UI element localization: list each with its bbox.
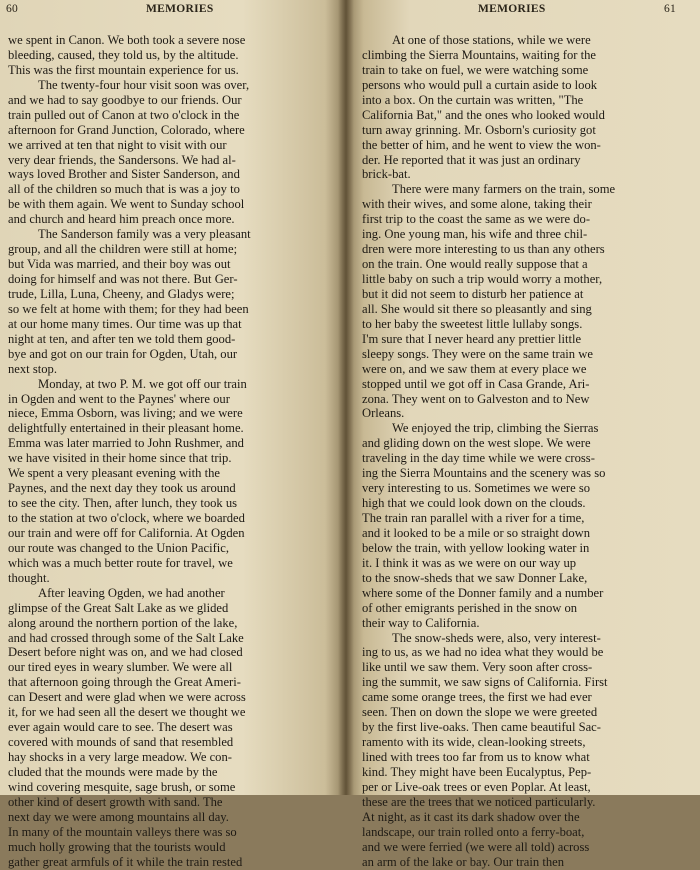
text-line: ing. One young man, his wife and three chil- xyxy=(362,227,588,242)
text-line: dren were more interesting to us than any others xyxy=(362,242,605,257)
text-line: ing to us, as we had no idea what they would be xyxy=(362,645,604,660)
text-line: After leaving Ogden, we had another xyxy=(38,585,225,600)
text-line: below the train, with yellow looking water in xyxy=(362,540,590,555)
text-line: it. I think it was as we were on our way up xyxy=(362,555,577,570)
text-line: There were many farmers on the train, some xyxy=(392,182,616,197)
text-line: these are the trees that we noticed particularly. xyxy=(362,794,596,809)
text-line: that afternoon going through the Great Ameri- xyxy=(8,675,241,690)
text-line: first trip to the coast the same as we were do- xyxy=(362,212,591,227)
text-line: all of the children so much that is was a joy to xyxy=(8,182,240,197)
text-line: but Vida was married, and their boy was out xyxy=(8,257,231,272)
text-line: ever again would care to see. The desert was xyxy=(8,720,233,735)
right-page-body xyxy=(362,33,690,870)
text-line: The Sanderson family was a very pleasant xyxy=(38,227,251,242)
text-line: brick-bat. xyxy=(362,167,411,182)
text-line: landscape, our train rolled onto a ferry-boat, xyxy=(362,824,585,839)
text-line: glimpse of the Great Salt Lake as we glided xyxy=(8,600,229,615)
text-line: at our home many times. Our time was up that xyxy=(8,316,242,331)
text-line: an arm of the lake or bay. Our train then xyxy=(362,854,565,869)
text-line: all. She would sit there so pleasantly and sing xyxy=(362,301,592,316)
text-line: I'm sure that I never heard any prettier little xyxy=(362,331,582,346)
text-line: we have visited in their home since that trip. xyxy=(8,451,232,466)
left-page xyxy=(0,0,346,869)
text-line: along around the northern portion of the lake, xyxy=(8,615,238,630)
text-line: train pulled out of Canon at two o'clock in the xyxy=(8,107,240,122)
text-line: and had crossed through some of the Salt Lake xyxy=(8,630,244,645)
text-line: This was the first mountain experience for us. xyxy=(8,62,239,77)
text-line: by the first live-oaks. Then came beautiful Sac- xyxy=(362,720,601,735)
text-line: and church and heard him preach once more. xyxy=(8,212,235,227)
text-line: night at ten, and after ten we told them good- xyxy=(8,331,236,346)
text-line: to the station at two o'clock, where we boarded xyxy=(8,511,245,525)
text-line: covered with mounds of sand that resembled xyxy=(8,735,234,750)
text-line: In many of the mountain valleys there was so xyxy=(8,824,237,839)
text-line: high that we could look down on the clouds. xyxy=(362,496,586,511)
book-gutter xyxy=(338,0,354,795)
text-line: very interesting to us. Sometimes we were so xyxy=(362,481,591,496)
text-line: it, for we had seen all the desert we thought we xyxy=(8,705,246,720)
page-number-right: 61 xyxy=(664,3,677,15)
text-line: turn away grinning. Mr. Osborn's curiosity got xyxy=(362,122,596,137)
text-line: our tired eyes in weary slumber. We were all xyxy=(8,660,233,675)
text-line: Emma was later married to John Rushmer, and xyxy=(8,436,244,451)
text-line: Desert before night was on, and we had closed xyxy=(8,645,243,660)
text-line: bleeding, caused, they told us, by the altitude. xyxy=(8,47,239,62)
text-line: can Desert and were glad when we were across xyxy=(8,690,246,705)
text-line: but it did not seem to disturb her patience at xyxy=(362,286,584,301)
text-line: ramento with its wide, clean-looking streets, xyxy=(362,735,586,750)
text-line: were on, and we saw them at every place we xyxy=(362,361,587,376)
text-line: At one of those stations, while we were xyxy=(392,33,591,47)
text-line: like until we saw them. Very soon after cross- xyxy=(362,660,593,675)
text-line: trude, Lilla, Luna, Cheeny, and Gladys were; xyxy=(8,286,235,301)
text-line: The snow-sheds were, also, very interest- xyxy=(392,630,601,645)
text-line: the better of him, and he went to view the won- xyxy=(362,137,601,152)
text-line: in Ogden and went to the Paynes' where our xyxy=(8,391,230,406)
text-line: niece, Emma Osborn, was living; and we were xyxy=(8,406,243,421)
text-line: lined with trees too far from us to know what xyxy=(362,750,590,764)
text-line: we spent in Canon. We both took a severe nose xyxy=(8,33,246,47)
text-line: and it looked to be a mile or so straight down xyxy=(362,525,591,540)
text-line: so we felt at home with them; for they had been xyxy=(8,301,249,316)
text-line: Monday, at two P. M. we got off our train xyxy=(38,376,247,391)
running-head-right: MEMORIES xyxy=(478,3,546,15)
text-line: per or Live-oak trees or even Poplar. At least, xyxy=(362,779,591,794)
text-line: to the snow-sheds that we saw Donner Lake, xyxy=(362,570,588,585)
text-line: seen. Then on down the slope we were greeted xyxy=(362,705,598,720)
text-line: ways loved Brother and Sister Sanderson, and xyxy=(8,167,240,182)
text-line: wind covering mesquite, sage brush, or some xyxy=(8,779,236,794)
text-line: stopped until we got off in Casa Grande, Ari- xyxy=(362,376,590,391)
text-line: group, and all the children were still at home; xyxy=(8,242,238,257)
text-line: and we were ferried (we were all told) across xyxy=(362,839,590,854)
text-line: The twenty-four hour visit soon was over, xyxy=(38,77,250,92)
text-line: At night, as it cast its dark shadow over the xyxy=(362,809,580,824)
text-line: which was a much better route for travel, we xyxy=(8,555,233,570)
text-line: of other emigrants perished in the snow on xyxy=(362,600,578,615)
text-line: doing for himself and was not there. But Ger- xyxy=(8,272,238,286)
text-line: ing the summit, we saw signs of California. First xyxy=(362,675,608,690)
text-line: into a box. On the curtain was written, "The xyxy=(362,92,584,107)
text-line: very dear friends, the Sandersons. We had al- xyxy=(8,152,236,167)
text-line: cluded that the mounds were made by the xyxy=(8,764,218,779)
text-line: came some orange trees, the first we had ever xyxy=(362,690,592,705)
text-line: little baby on such a trip would worry a mother, xyxy=(362,272,603,286)
text-line: other kind of desert growth with sand. The xyxy=(8,794,223,809)
text-line: their way to California. xyxy=(362,615,480,630)
text-line: afternoon for Grand Junction, Colorado, where xyxy=(8,122,245,137)
text-line: we arrived at ten that night to visit with our xyxy=(8,137,227,152)
text-line: ing the Sierra Mountains and the scenery was so xyxy=(362,466,606,481)
text-line: to see the city. Then, after lunch, they took us xyxy=(8,496,238,511)
text-line: We spent a very pleasant evening with the xyxy=(8,466,220,481)
text-line: our route was changed to the Union Pacific, xyxy=(8,540,230,555)
text-line: climbing the Sierra Mountains, waiting for the xyxy=(362,47,596,62)
text-line: where some of the Donner family and a number xyxy=(362,585,604,600)
text-line: next day we were among mountains all day. xyxy=(8,809,229,824)
text-line: traveling in the day time while we were cross- xyxy=(362,451,595,466)
text-line: Orleans. xyxy=(362,406,405,421)
page-number-left: 60 xyxy=(6,3,19,15)
text-line: The train ran parallel with a river for a time, xyxy=(362,511,585,525)
text-line: gather great armfuls of it while the train rested xyxy=(8,854,243,869)
text-line: much holly growing that the tourists would xyxy=(8,839,226,854)
running-head-left: MEMORIES xyxy=(146,3,214,15)
text-line: California Bat," and the ones who looked would xyxy=(362,107,605,122)
text-line: bye and got on our train for Ogden, Utah, our xyxy=(8,346,238,361)
text-line: zona. They went on to Galveston and to New xyxy=(362,391,590,406)
text-line: delightfully entertained in their pleasant home. xyxy=(8,421,244,436)
text-line: be with them again. We went to Sunday school xyxy=(8,197,245,212)
text-line: with their wives, and some alone, taking their xyxy=(362,197,592,212)
right-page xyxy=(346,0,700,869)
text-line: to her baby the sweetest little lullaby songs. xyxy=(362,316,583,331)
text-line: der. He reported that it was just an ordinary xyxy=(362,152,581,167)
text-line: persons who would pull a curtain aside to look xyxy=(362,77,598,92)
text-line: our train and were off for California. At Ogden xyxy=(8,525,245,540)
text-line: next stop. xyxy=(8,361,57,376)
text-line: on the train. One would really suppose that a xyxy=(362,257,588,272)
text-line: kind. They might have been Eucalyptus, Pep- xyxy=(362,764,592,779)
text-line: train to take on fuel, we were watching some xyxy=(362,62,589,77)
text-line: and we had to say goodbye to our friends. Our xyxy=(8,92,242,107)
text-line: and gliding down on the west slope. We were xyxy=(362,436,591,451)
text-line: hay shocks in a very large meadow. We con- xyxy=(8,750,232,764)
left-page-body xyxy=(8,33,330,870)
text-line: thought. xyxy=(8,570,50,585)
text-line: sleepy songs. They were on the same train we xyxy=(362,346,593,361)
text-line: Paynes, and the next day they took us around xyxy=(8,481,236,496)
text-line: We enjoyed the trip, climbing the Sierras xyxy=(392,421,599,436)
